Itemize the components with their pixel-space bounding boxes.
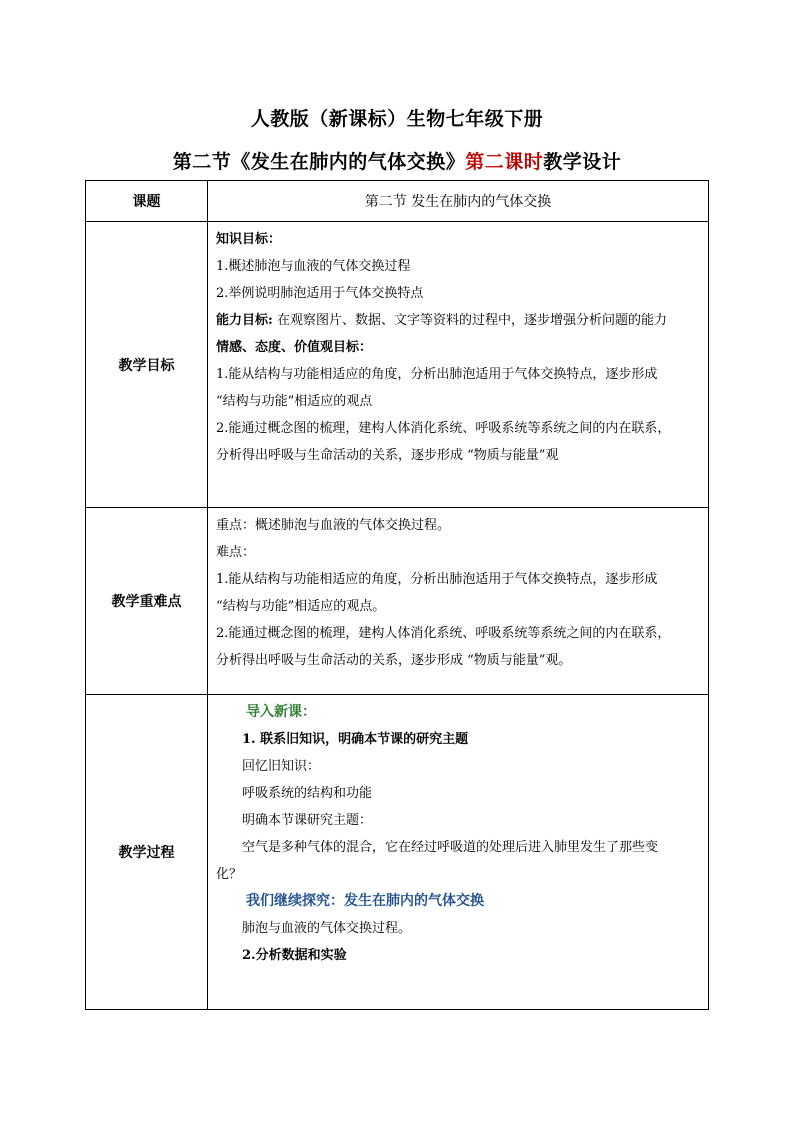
document-title: 人教版（新课标）生物七年级下册 [250, 108, 544, 130]
knowledge-title: 知识目标： [216, 232, 282, 247]
topic-title: 明确本节课研究主题： [242, 813, 373, 828]
emotion-item-2a: 2.能通过概念图的梳理，建构人体消化系统、呼吸系统等系统之间的内在联系， [216, 421, 671, 436]
emotion-item-1b: “结构与功能”相适应的观点 [216, 394, 373, 409]
difficult-item-1b: “结构与功能”相适应的观点。 [216, 599, 386, 614]
exchange-text: 肺泡与血液的气体交换过程。 [242, 921, 412, 936]
emotion-item-2b: 分析得出呼吸与生命活动的关系，逐步形成 “物质与能量”观 [216, 448, 559, 463]
keypoints-content [208, 508, 709, 695]
question-line-b: 化？ [216, 867, 243, 882]
ability-line [216, 307, 702, 334]
recall-item: 呼吸系统的结构和功能 [242, 786, 373, 801]
step-2-heading: 2.分析数据和实验 [242, 948, 347, 963]
subtitle-part-a: 第二节《发生在肺内的气体交换》 [172, 151, 466, 173]
intro-heading: 导入新课： [246, 704, 316, 720]
header-value: 第二节 发生在肺内的气体交换 [208, 181, 709, 222]
emotion-item-1a: 1.能从结构与功能相适应的角度，分析出肺泡适用于气体交换特点，逐步形成 [216, 367, 658, 382]
difficult-item-1a: 1.能从结构与功能相适应的角度，分析出肺泡适用于气体交换特点，逐步形成 [216, 572, 658, 587]
difficult-title: 难点： [216, 545, 256, 560]
table-row [86, 508, 709, 695]
goals-label: 教学目标 [86, 222, 208, 508]
difficult-item-2a: 2.能通过概念图的梳理，建构人体消化系统、呼吸系统等系统之间的内在联系， [216, 626, 671, 641]
ability-text: 在观察图片、数据、文字等资料的过程中，逐步增强分析问题的能力 [272, 313, 667, 328]
knowledge-item-2: 2.举例说明肺泡适用于气体交换特点 [216, 286, 424, 301]
process-label: 教学过程 [86, 695, 208, 1010]
emotion-title: 情感、态度、价值观目标： [216, 340, 373, 355]
subtitle-highlight: 第二课时 [465, 151, 544, 173]
table-row [86, 181, 709, 222]
question-line-a: 空气是多种气体的混合，它在经过呼吸道的处理后进入肺里发生了那些变 [242, 840, 659, 855]
key-point: 重点：概述肺泡与血液的气体交换过程。 [216, 518, 451, 533]
subtitle-part-b: 教学设计 [543, 151, 622, 173]
goals-content [208, 222, 709, 508]
table-row [86, 222, 709, 508]
document-subtitle [0, 147, 794, 174]
process-content [208, 695, 709, 1010]
continue-heading: 我们继续探究：发生在肺内的气体交换 [246, 893, 484, 909]
table-row [86, 695, 709, 1010]
keypoints-label: 教学重难点 [86, 508, 208, 695]
ability-title: 能力目标: [216, 313, 273, 328]
knowledge-item-1: 1.概述肺泡与血液的气体交换过程 [216, 259, 411, 274]
header-label: 课题 [86, 181, 208, 222]
lesson-plan-table [85, 180, 709, 1010]
difficult-item-2b: 分析得出呼吸与生命活动的关系，逐步形成 “物质与能量”观。 [216, 653, 572, 668]
recall-title: 回忆旧知识： [242, 759, 321, 774]
step-1-heading: 1. 联系旧知识，明确本节课的研究主题 [242, 732, 469, 747]
